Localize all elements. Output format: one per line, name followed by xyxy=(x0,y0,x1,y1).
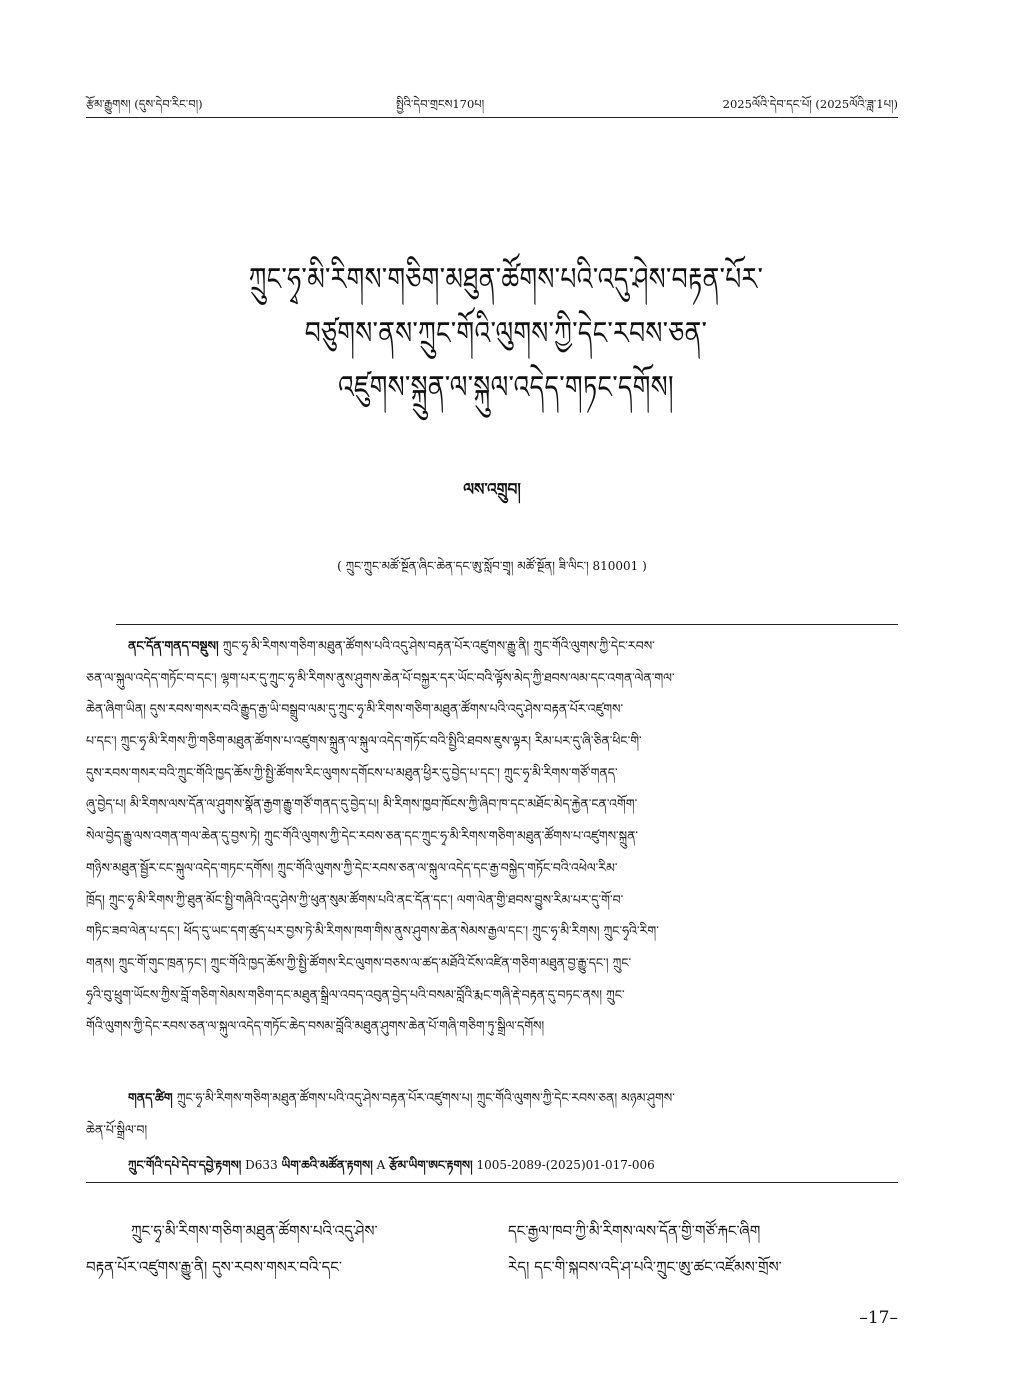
keywords-label: གནད་ཚིག xyxy=(128,1090,173,1105)
abstract-line: ཞུ་བྱེད་པ། མི་རིགས་ལས་དོན་ལ་ཤུགས་སྣོན་རྒྱག་རྒྱུ་གཙོ་གནད་དུ་བྱེད་པ། མི་རིགས་ཁྱབ་ཁོངས་ཀྱི་ཞིབ་ཁ་དང་མཐོང་མེད་རྐྱེན་ངན་འགོག་ xyxy=(86,796,638,812)
article-id-value: 1005-2089-(2025)01-017-006 xyxy=(476,1158,655,1172)
abstract-line: པ་དང་། ཀྲུང་ཧྭ་མི་རིགས་ཀྱི་གཅིག་མཐུན་ཚོགས་པ་འཛུགས་སྐྲུན་ལ་སྐུལ་འདེད་གཏོང་བའི་སྤྱིའི་ཐབས་ཇུས་ལྟར། རིམ་པར་དུ་ཞི་ཅིན་ཕིང་གི་ xyxy=(86,733,642,749)
header-issue-total: སྤྱིའི་དེབ་གྲངས170པ། xyxy=(396,97,485,111)
abstract-line: ཆེན་ཞིག་ཡིན། དུས་རབས་གསར་བའི་རྒྱུད་རྒྱ་ཡི་བསྒྲུབ་ལམ་དུ་ཀྲུང་ཧྭ་མི་རིགས་གཅིག་མཐུན་ཚོགས་པའི་འདུ་ཤེས་བརྟན་པོར་འཛུགས་ xyxy=(86,701,624,717)
abstract-line: ནང་དོན་གནད་བསྡུས། ཀྲུང་ཧྭ་མི་རིགས་གཅིག་མཐུན་ཚོགས་པའི་འདུ་ཤེས་བརྟན་པོར་འཛུགས་རྒྱུ་ནི། ཀྲུང་གོའི་ལུགས་ཀྱི་དེང་རབས་ xyxy=(128,638,655,653)
body-line: བརྟན་པོར་འཛུགས་རྒྱུ་ནི། དུས་རབས་གསར་བའི་དང་ xyxy=(86,1258,343,1276)
abstract-line xyxy=(86,1042,898,1074)
article-id-label: རྩོམ་ཡིག་ཨང་རྟགས། xyxy=(389,1158,473,1172)
page-number: –17– xyxy=(859,1308,898,1328)
body-line: ཀྲུང་ཧྭ་མི་རིགས་གཅིག་མཐུན་ཚོགས་པའི་འདུ་ཤེས་ xyxy=(131,1222,378,1240)
doc-code-value: A xyxy=(376,1158,386,1172)
author-name: ལས་འགྲུབ། xyxy=(463,480,521,500)
doc-code-label: ཡིག་ཆའི་མཚོན་རྟགས། xyxy=(281,1158,373,1172)
body-column-right xyxy=(508,1213,898,1285)
abstract-line: གནས། ཀྲུང་གོ་གུང་ཁྲན་ཏང་། ཀྲུང་གོའི་ཁྱད་ཆོས་ཀྱི་སྤྱི་ཚོགས་རིང་ལུགས་བཅས་ལ་ཚད་མཐོའི་ངོས་འཛིན་གཅིག་མཐུན་བྱ་རྒྱུ་དང་། ཀྲུང་ xyxy=(86,954,632,970)
clc-label: ཀྲུང་གོའི་དཔེ་དེབ་དབྱེ་རྟགས། xyxy=(128,1158,242,1172)
abstract-line: སེལ་བྱེད་རྒྱུ་ལས་འགན་གལ་ཆེན་དུ་བྱས་ཏེ། ཀྲུང་གོའི་ལུགས་ཀྱི་དེང་རབས་ཅན་དང་ཀྲུང་ཧྭ་མི་རིགས་གཅིག་མཐུན་ཚོགས་པ་འཛུགས་སྐྲུན་ xyxy=(86,828,639,844)
header-issue-date: 2025ལོའི་དེབ་དང་པོ། (2025ལོའི་ཟླ་1པ།) xyxy=(722,97,898,111)
keywords-line: གནད་ཚིག ཀྲུང་ཧྭ་མི་རིགས་གཅིག་མཐུན་ཚོགས་པའི་འདུ་ཤེས་བརྟན་པོར་འཛུགས་པ། ཀྲུང་གོའི་ལུགས་ཀྱི་དེང་རབས་ཅན། མཉམ་ཤུགས་ xyxy=(128,1090,675,1105)
clc-value: D633 xyxy=(245,1158,278,1172)
abstract-line: ཁྲོད། ཀྲུང་ཧྭ་མི་རིགས་ཀྱི་ཐུན་མོང་སྤྱི་གཞིའི་འདུ་ཤེས་ཀྱི་ཕུན་སུམ་ཚོགས་པའི་ནང་དོན་དང་། ལག་ལེན་གྱི་ཐབས་བྱུས་རིམ་པར་དུ་གོ་བ་ xyxy=(86,891,624,907)
abstract-top-rule xyxy=(116,624,898,625)
abstract-line: གཏིང་ཟབ་ལེན་པ་དང་། ཕོད་དུ་ཡང་དག་ཚུད་པར་བྱས་ཏེ་མི་རིགས་ཁག་གིས་ནུས་ཤུགས་ཆེན་སེམས་རྒྱལ་དང་། ཀྲུང་ཧྭ་མི་རིགས། ཀྲུང་ཧྭའི་རིག་ xyxy=(86,923,659,939)
keywords-line: ཆེན་པོ་སྒྲིལ་བ། xyxy=(86,1121,148,1137)
abstract-line: གཉིས་མཐུན་སྦྱོར་ངང་སྐུལ་འདེད་གཏང་དགོས། ཀྲུང་གོའི་ལུགས་ཀྱི་དེང་རབས་ཅན་ལ་སྐུལ་འདེད་དང་རྒྱ་བསྐྱེད་གཏོང་བའི་འཕེལ་རིམ་ xyxy=(86,859,618,875)
abstract xyxy=(86,630,898,1074)
abstract-line: ཅན་ལ་སྐུལ་འདེད་གཏོང་བ་དང་། ལྷག་པར་དུ་ཀྲུང་ཧྭ་མི་རིགས་ནུས་ཤུགས་ཆེན་པོ་བསྐྱར་དར་ཡོང་བའི་ལྟོས་མེད་ཀྱི་ཐབས་ལམ་དང་འགན་ལེན་གལ་ xyxy=(86,669,675,685)
title-line-3: འཛུགས་སྐྲུན་ལ་སྐུལ་འདེད་གཏང་དགོས། xyxy=(338,368,674,406)
body-column-left xyxy=(86,1213,476,1285)
title-line-2: བཙུགས་ནས་ཀྲུང་གོའི་ལུགས་ཀྱི་དེང་རབས་ཅན་ xyxy=(304,314,708,352)
classification-line xyxy=(128,1154,898,1176)
author-affiliation: ( ཀྲུང་ཀྲུང་མཚོ་སྔོན་ཞིང་ཆེན་དང་ཨུ་སློབ་གྲྭ། མཚོ་སྔོན། ཟི་ལིང་། 810001 ) xyxy=(337,559,647,573)
body-line: རེད། དང་གི་སྐབས་འདི་ཤ་པའི་ཀྲུང་ཨུ་ཚང་འཛོམས་གྲོས་ xyxy=(508,1258,782,1276)
abstract-line: གོའི་ལུགས་ཀྱི་དེང་རབས་ཅན་ལ་སྐུལ་འདེད་གཏོང་ཆེད་བསམ་བློའི་མཐུན་ཤུགས་ཆེན་པོ་གཞི་གཅིག་ཏུ་སྒྲིལ་དགོས། xyxy=(86,1018,545,1034)
abstract-label: ནང་དོན་གནད་བསྡུས། xyxy=(128,638,219,653)
running-header xyxy=(86,94,898,114)
title-line-1: ཀྲུང་ཧྭ་མི་རིགས་གཅིག་མཐུན་ཚོགས་པའི་འདུ་ཤེས་བརྟན་པོར་ xyxy=(248,260,764,298)
body-line: དང་རྒྱལ་ཁབ་ཀྱི་མི་རིགས་ལས་དོན་གྱི་གཙོ་རྐང་ཞིག xyxy=(508,1222,761,1240)
abstract-line: ཧྭའི་བུ་ཕྲུག་ཡོངས་ཀྱིས་བློ་གཅིག་སེམས་གཅིག་དང་མཐུན་སྒྲིལ་འབད་འབུན་བྱེད་པའི་བསམ་བློའི་རྨང་གཞི་རྡེ་བརྟན་དུ་བཏང་ནས། ཀྲུང་ xyxy=(86,986,625,1002)
keywords xyxy=(86,1082,898,1145)
abstract-bottom-rule xyxy=(86,1182,898,1183)
header-journal-name: རྩོམ་རྒྱུགས། (དུས་དེབ་རིང་བ།) xyxy=(86,97,203,111)
abstract-line: དུས་རབས་གསར་བའི་ཀྲུང་གོའི་ཁྱད་ཆོས་ཀྱི་སྤྱི་ཚོགས་རིང་ལུགས་དགོངས་པ་མཐུན་ཕྱིར་དུ་བྱེད་པ་དང་། ཀྲུང་ཧྭ་མི་རིགས་གཙོ་གནད་ xyxy=(86,764,618,780)
article-title xyxy=(100,252,912,414)
header-rule xyxy=(86,117,898,118)
